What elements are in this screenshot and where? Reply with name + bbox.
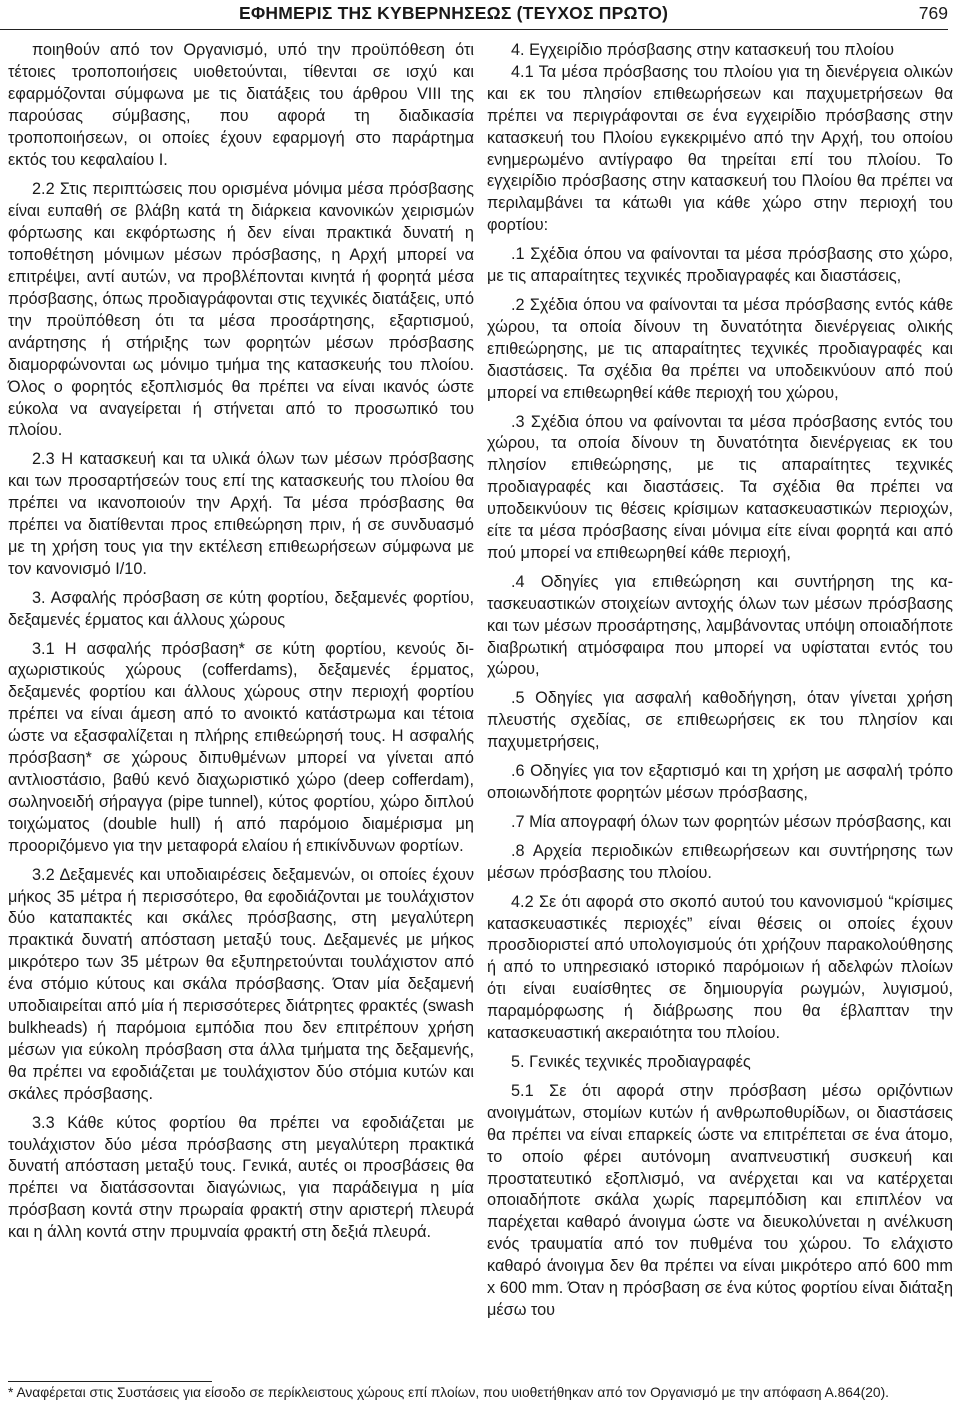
page-number: 769 [918,3,948,23]
list-item: .7 Μία απογραφή όλων των φορητών μέσων πρόσβασης, και [511,812,952,831]
paragraph: 4.2 Σε ότι αφορά στο σκοπό αυτού του κανονισμού “κρίσιμες κατασκευαστικές περιοχές” είναι θέσεις οι οποίες έχουν προσδιοριστεί από υπολογισμούς ότι χρήζουν παρακολούθησης ή από το υπηρεσιακό ιστορικό παρόμοιων ή αδελφών πλοίων ότι είναι ευαίσθητες σε δημιουργία ρωγμών, λυγισμού, παραμόρφωσης ή διάβρωσης που θα έβλαπταν την κατασκευαστική ακεραιότητα του πλοίου. [487,892,953,1043]
page-header [0,0,960,30]
paragraph: 3.3 Κάθε κύτος φορτίου θα πρέπει να εφοδιάζεται με τουλάχιστον δύο μέσα πρόσβασης στη μεγαλύτερη πρακτικά δυνατή απόσταση μεταξύ τους. Γενικά, αυτές οι προσβάσεις θα πρέπει να διατάσσονται διαγώνιως, για παράδειγμα η μία πρόσβαση κοντά στην πρωραία φρακτή στην αριστερή πλευρά και η άλλη κοντά στην πρυμναία φρακτή στη δεξιά πλευρά. [8,1113,474,1242]
paragraph: 2.2 Στις περιπτώσεις που ορισμένα μόνιμα μέσα πρόσβασης είναι ευπαθή σε βλάβη κατά τη διάρκεια κανονικών χειρισμών φόρτωσης και εκφόρτωσης ή δεν είναι πρακτικά δυνατή η τοποθέτηση μόνιμων μέσων πρόσβασης, η Αρχή μπορεί να επιτρέψει, αντί αυτών, να προβλέπονται κινητά ή φορητά μέσα πρόσβασης, όπως προδιαγράφονται στις τεχνικές διατάξεις, υπό την προϋπόθεση ότι τα μέσα προσάρτησης, εξαρτισμού, ανάρτησης ή στήριξης των φορητών μέσων πρόσβασης διαμορφώνονται ως μόνιμο τμήμα της κατασκευής του πλοίου. Όλος ο φορητός εξοπλισμός θα πρέπει να είναι ικανός ώστε εύκολα να αναγείρεται ή στήνεται από το προσωπικό του πλοίου. [8,180,474,440]
paragraph: 5.1 Σε ότι αφορά στην πρόσβαση μέσω οριζόντιων ανοιγμάτων, στομίων κυτών ή ανθρωποθυρίδων, οι διαστάσεις θα πρέπει να είναι επαρκείς ώστε να επιτρέπεται σε ένα άτομο, το οποίο φέρει αυτόνομη αναπνευστική συσκευή και προστατευτικό εξοπλισμό, να ανέρχεται και να κατέρχεται οποιαδήποτε σκάλα χωρίς παρεμπόδιση και επιπλέον να παρέχεται καθαρό άνοιγμα ώστε να διευκολύνεται η ανέλκυση ενός τραυματία από τον πυθμένα του χώρου. Το ελάχιστο καθαρό άνοιγμα δεν θα πρέπει να είναι μικρότερο από 600 mm x 600 mm. Όταν η πρόσβαση σε ένα κύτος φορτίου είναι διάταξη μέσω του [487,1081,953,1319]
list-item: .5 Οδηγίες για ασφαλή καθοδήγηση, όταν γίνεται χρήση πλευστής σχεδίας, σε επιθεωρήσεις εκ του πλησίον και παχυμετρήσεις, [487,689,953,752]
list-item: .3 Σχέδια όπου να φαίνονται τα μέσα πρόσβασης εντός του χώρου, τα οποία δίνουν τη δυνατότητα διενέργειας εκ του πλησίον επιθεώρησης, με τις απαραίτητες τεχνικές προδιαγραφές και διαστάσεις. Τα σχέδια θα πρέπει να υποδεικνύουν τις θέσεις κρίσιμων κατασκευαστικών περιοχών, είτε τα μέσα πρόσβασης είναι μόνιμα είτε είναι φορητά και από πού μπορεί να επιθεωρηθεί κάθε περιοχή, [487,412,953,562]
paragraph: 2.3 Η κατασκευή και τα υλικά όλων των μέσων πρόσβασης και των προσαρτήσεών τους επί της κατασκευής του πλοίου θα πρέπει να ικανοποιούν την Αρχή. Τα μέσα πρόσβασης θα πρέπει να διατίθενται προς επιθεώρηση πριν, ή σε συνδυασμό με τη χρήση τους για την εκτέλεση επιθεωρήσεων σύμφωνα με τον κανονισμό I/10. [8,450,474,578]
list-item: .6 Οδηγίες για τον εξαρτισμό και τη χρήση με ασφαλή τρόπο οποιωνδήποτε φορητών μέσων πρόσβασης, [487,762,953,802]
right-column [487,40,953,1322]
left-column [8,40,474,1244]
paragraph: 4.1 Τα μέσα πρόσβασης του πλοίου για τη διενέργεια ολικών και εκ του πλησίον επιθεωρήσεων και παχυμετρήσεων θα πρέπει να περιγράφονται σε ένα εγχειρίδιο πρόσβασης στην κατασκευή του Πλοίου εγκεκριμένο από την Αρχή, του οποίου ενημερωμένο αντίγραφο θα τηρείται επί του πλοίου. Το εγχειρίδιο πρόσβασης στην κατασκευή του Πλοίου θα πρέπει να περιλαμβάνει τα κάτωθι για κάθε χώρο στην περιοχή του φορτίου: [487,62,953,235]
paragraph: 3.1 Η ασφαλής πρόσβαση* σε κύτη φορτίου, κενούς διαχωριστικούς χώρους (cofferdams), δεξαμενές έρματος, δεξαμενές φορτίου και άλλους χώρους στην περιοχή φορτίου πρέπει να είναι άμεση από το ανοικτό κατάστρωμα και τέτοια ώστε να εξασφαλίζεται η πλήρης επιθεώρησή τους. Η ασφαλής πρόσβαση* σε χώρους διπυθμένων μπορεί να γίνεται από αντλιοστάσιο, βαθύ κενό διαχωριστικό χώρο (deep cofferdam), σωληνοειδή σήραγγα (pipe tunnel), κύτος φορτίου, χώρο διπλού τοιχώματος (double hull) ή από παρόμοιο διαμέρισμα μη προοριζόμενο για την μεταφορά ελαίου ή επικίνδυνων φορτίων. [8,639,474,855]
list-item: .1 Σχέδια όπου να φαίνονται τα μέσα πρόσβασης στο χώρο, με τις απαραίτητες τεχνικές προδιαγραφές και διαστάσεις, [487,245,953,286]
footnote-divider [8,1381,212,1382]
journal-title: ΕΦΗΜΕΡΙΣ ΤΗΣ ΚΥΒΕΡΝΗΣΕΩΣ (ΤΕΥΧΟΣ ΠΡΩΤΟ) [239,3,669,23]
paragraph: ποιηθούν από τον Οργανισμό, υπό την προϋπόθεση ότι τέτοιες τροποποιήσεις υιοθετούνται, τίθενται σε ισχύ και εφαρμόζονται σύμφωνα με τις διατάξεις του άρθρου VIII της παρούσας σύμβασης, που αφορά τη διαδικασία τροποποιήσεων, οι οποίες έχουν εφαρμογή στο παράρτημα εκτός του κεφαλαίου Ι. [8,41,474,169]
paragraph: 3.2 Δεξαμενές και υποδιαιρέσεις δεξαμενών, οι οποίες έχουν μήκος 35 μέτρα ή περισσότερο, θα εφοδιάζονται με τουλάχιστον δύο καταπακτές και σκάλες πρόσβασης, στη μεγαλύτερη πρακτικά δυνατή απόσταση μεταξύ τους. Δεξαμενές με μήκος μικρότερο των 35 μέτρων θα εξυπηρετούνται τουλάχιστον από ένα στόμιο κύτους και σκάλα πρόσβασης. Όταν μία δεξαμενή υποδιαιρείται από μία ή περισσότερες διάτρητες φρακτές (swash bulkheads) ή παρόμοια εμπόδια που δεν επιτρέπουν χρήση μέσων για εύκολη πρόσβαση στα άλλα τμήματα της δεξαμενής, θα πρέπει να εφοδιάζεται με τουλάχιστον δύο στόμια κυτών και σκάλες πρόσβασης. [8,865,474,1103]
footnote: * Αναφέρεται στις Συστάσεις για είσοδο σε περίκλειστους χώρους επί πλοίων, που υιοθετήθηκαν από τον Οργανισμό με την απόφαση Α.864(20). [8,1385,890,1400]
header-divider [0,29,948,30]
section-heading: 3. Ασφαλής πρόσβαση σε κύτη φορτίου, δεξαμενές φορτίου, δεξαμενές έρματος και άλλους χώρους [8,588,474,629]
list-item: .4 Οδηγίες για επιθεώρηση και συντήρηση της κατασκευαστικών στοιχείων αντοχής όλων των μέσων πρόσβασης και των μέσων προσάρτησης, λαμβάνοντας υπόψη οποιαδήποτε διαβρωτική ατμόσφαιρα που μπορεί να υφίσταται εντός του χώρου, [487,572,953,679]
section-heading: 4. Εγχειρίδιο πρόσβασης στην κατασκευή του πλοίου [511,41,895,59]
section-heading: 5. Γενικές τεχνικές προδιαγραφές [511,1052,751,1071]
list-item: .8 Αρχεία περιοδικών επιθεωρήσεων και συντήρησης των μέσων πρόσβασης του πλοίου. [487,841,953,882]
list-item: .2 Σχέδια όπου να φαίνονται τα μέσα πρόσβασης εντός κάθε χώρου, τα οποία δίνουν τη δυνατότητα διενέργειας ολικής επιθεώρησης, με τις απαραίτητες τεχνικές προδιαγραφές και διαστάσεις. Τα σχέδια θα πρέπει να υποδεικνύουν από πού μπορεί να επιθεωρηθεί κάθε περιοχή του χώρου, [487,295,953,402]
